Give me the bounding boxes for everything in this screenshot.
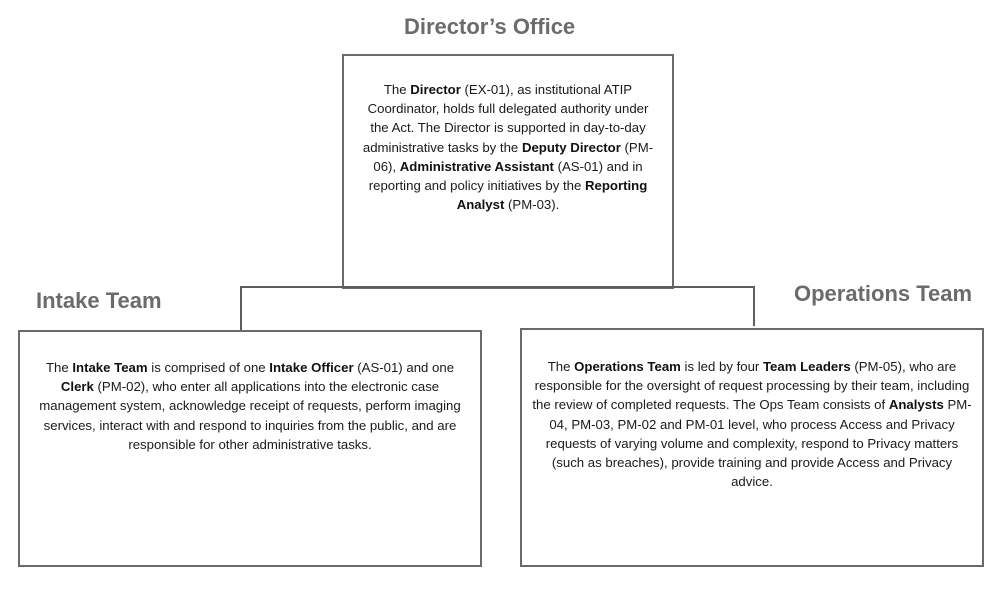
operations-team-description (532, 357, 972, 491)
directors-office-box (342, 54, 674, 289)
text-segment: is led by four (680, 359, 763, 374)
text-segment: is comprised of one (147, 360, 270, 375)
role-operations-team: Operations Team (574, 359, 681, 374)
text-segment: PM-04, PM-03, PM-02 and PM-01 level, who process Access and Privacy requests of varying volume and complexity, respond to Privacy matters (such as breaches), provide training and provide Access and Privacy advice. (545, 397, 972, 490)
role-deputy-director: Deputy Director (521, 139, 621, 155)
text-segment: (PM-05), who are responsible for the oversight of request processing by their team, including the review of completed requests. The Ops Team consists of (532, 359, 970, 413)
role-team-leaders: Team Leaders (762, 359, 851, 374)
operations-team-box (520, 328, 984, 567)
intake-team-box (18, 330, 482, 567)
connector-to-operations (753, 286, 755, 326)
role-reporting-analyst: Reporting Analyst (456, 178, 648, 213)
text-segment: (PM-03). (504, 197, 560, 213)
connector-to-intake (240, 286, 242, 331)
directors-office-description (358, 80, 658, 214)
operations-team-heading: Operations Team (794, 281, 973, 306)
text-segment: (AS-01) and one (353, 360, 455, 375)
text-segment: (EX-01), as institutional ATIP Coordinator, holds full delegated authority under the Act. The Director is supported in day-to-day administrative tasks by the (362, 82, 649, 155)
text-segment: (PM-06), (373, 139, 654, 174)
role-analysts: Analysts (888, 397, 944, 413)
text-segment: The (547, 359, 575, 374)
role-intake-team: Intake Team (72, 360, 148, 375)
intake-team-heading: Intake Team (36, 288, 162, 313)
text-segment: The (45, 360, 73, 375)
text-segment: (PM-02), who enter all applications into the electronic case management system, acknowledge receipt of requests, perform imaging services, interact with and respond to inquiries from the public, and are responsible for other administrative tasks. (39, 379, 461, 452)
role-intake-officer: Intake Officer (269, 360, 354, 375)
role-director: Director (410, 82, 461, 97)
connector-horizontal (240, 286, 755, 288)
directors-office-heading: Director’s Office (404, 14, 576, 39)
text-segment: (AS-01) and in reporting and policy initiatives by the (368, 158, 643, 194)
role-administrative-assistant: Administrative Assistant (399, 158, 554, 174)
role-clerk: Clerk (60, 379, 94, 395)
intake-team-description (34, 358, 466, 454)
text-segment: The (383, 82, 411, 97)
